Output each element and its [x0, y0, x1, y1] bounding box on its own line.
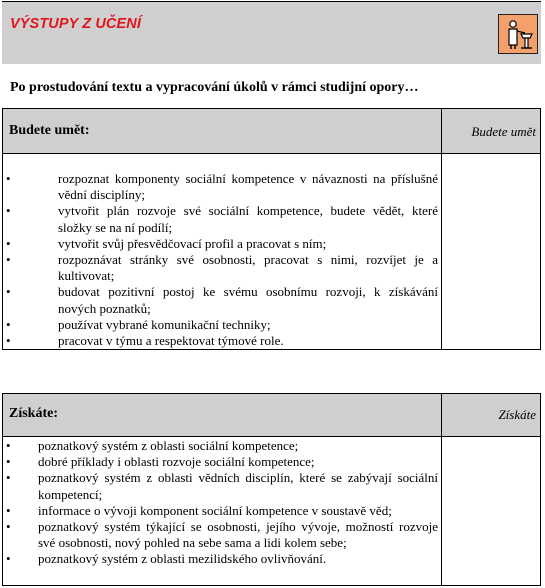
column-divider: [441, 394, 442, 585]
list-item: • poznatkový systém týkající se osobnosti, jejího vývoje, možností rozvoje své osobnosti, nový pohled na sebe sama a lidi kolem sebe;: [38, 519, 438, 551]
list-item: • poznatkový systém z oblasti mezilidského ovlivňování.: [38, 551, 438, 567]
skills-side-label: Budete umět: [471, 124, 536, 139]
gains-list: [38, 438, 438, 568]
intro-text: Po prostudování textu a vypracování úkolů v rámci studijní opory…: [10, 80, 419, 95]
list-item: • dobré příklady i oblasti rozvoje sociální kompetence;: [38, 454, 438, 470]
teacher-at-lectern-icon: [498, 14, 538, 54]
list-item: • rozpoznat komponenty sociální kompetence v návaznosti na příslušné vědní disciplíny;: [58, 171, 438, 203]
intro-row: [2, 64, 541, 109]
skills-heading: Budete umět:: [9, 123, 90, 138]
list-item: • pracovat v týmu a respektovat týmové role.: [58, 333, 438, 349]
list-item: • budovat pozitivní postoj ke svému osobnímu rozvoji, k získávání nových poznatků;: [58, 284, 438, 316]
gains-side-label: Získáte: [498, 407, 536, 422]
list-item: • používat vybrané komunikační techniky;: [58, 317, 438, 333]
list-item: • vytvořit svůj přesvědčovací profil a pracovat s ním;: [58, 236, 438, 252]
skills-list: [58, 171, 438, 349]
list-item: • rozpoznávat stránky své osobnosti, pracovat s nimi, rozvíjet je a kultivovat;: [58, 252, 438, 284]
list-item: • poznatkový systém z oblasti sociální kompetence;: [38, 438, 438, 454]
list-item: • poznatkový systém z oblasti vědních disciplín, které se zabývají sociální kompetencí;: [38, 470, 438, 502]
list-item: • vytvořit plán rozvoje své sociální kompetence, budete vědět, které složky se na ní podílí;: [58, 203, 438, 235]
section-header: [2, 1, 541, 65]
list-item: • informace o vývoji komponent sociální kompetence v soustavě věd;: [38, 503, 438, 519]
column-divider: [441, 109, 442, 349]
skills-panel-header: [3, 109, 540, 154]
gains-heading: Získáte:: [9, 406, 58, 421]
section-title: VÝSTUPY Z UČENÍ: [10, 16, 141, 32]
gains-panel-header: [3, 394, 540, 437]
